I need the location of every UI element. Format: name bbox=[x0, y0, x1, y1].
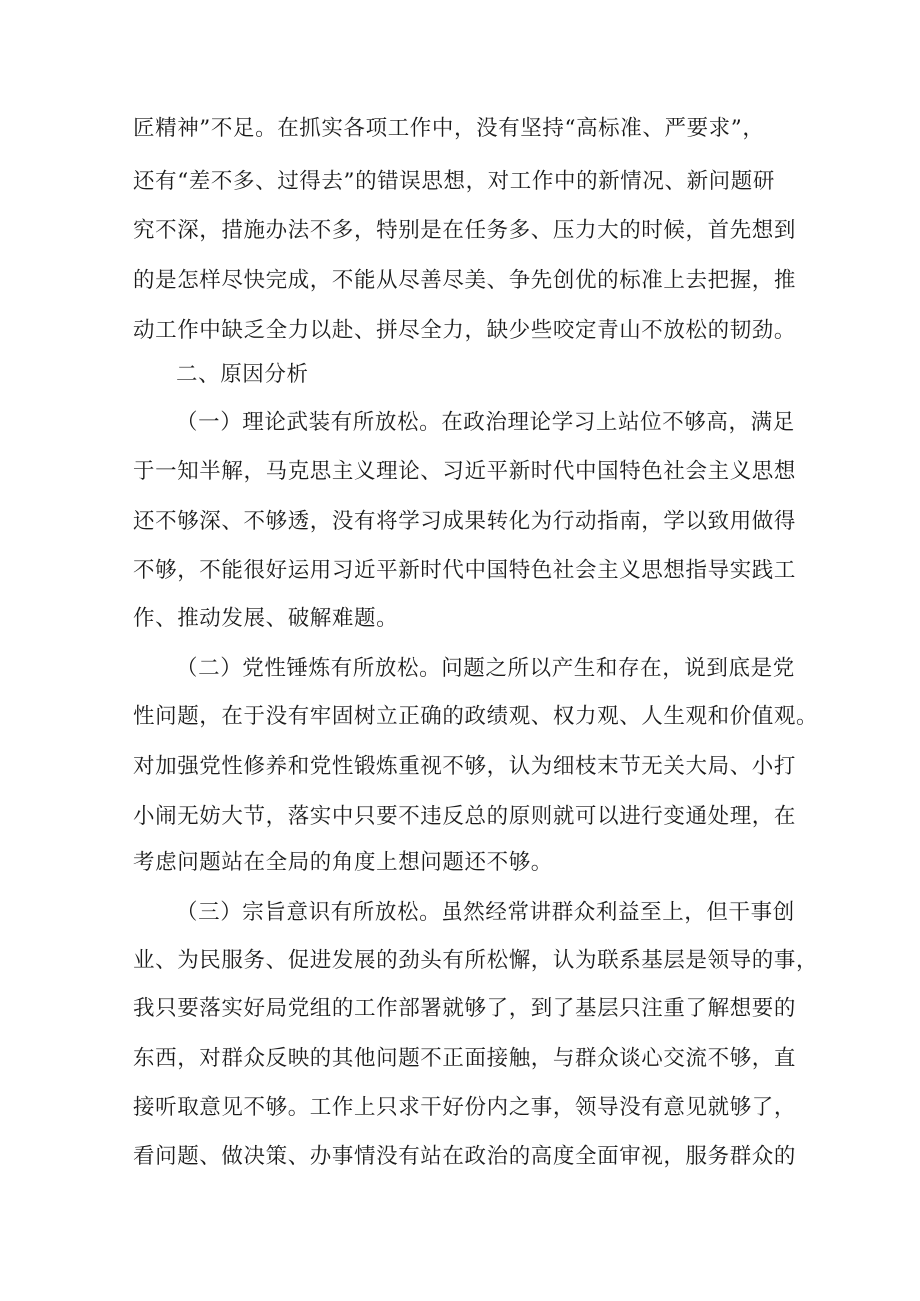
text-line: 小闹无妨大节，落实中只要不违反总的原则就可以进行变通处理，在 bbox=[133, 804, 797, 829]
text-line: 还不够深、不够透，没有将学习成果转化为行动指南，学以致用做得 bbox=[133, 509, 797, 534]
text-line: （三）宗旨意识有所放松。虽然经常讲群众利益至上，但干事创 bbox=[176, 900, 795, 925]
text-line: 业、为民服务、促进发展的劲头有所松懈，认为联系基层是领导的事， bbox=[133, 948, 819, 973]
text-line: 对加强党性修养和党性锻炼重视不够，认为细枝末节无关大局、小打 bbox=[133, 754, 797, 779]
text-line: 不够，不能很好运用习近平新时代中国特色社会主义思想指导实践工 bbox=[133, 558, 797, 583]
text-line: 我只要落实好局党组的工作部署就够了，到了基层只注重了解想要的 bbox=[133, 996, 797, 1021]
text-line: 接听取意见不够。工作上只求干好份内之事，领导没有意见就够了， bbox=[133, 1095, 797, 1120]
text-line: 还有“差不多、过得去”的错误思想，对工作中的新情况、新问题研 bbox=[133, 169, 775, 194]
text-line: 于一知半解，马克思主义理论、习近平新时代中国特色社会主义思想 bbox=[133, 459, 797, 484]
text-line: 动工作中缺乏全力以赴、拼尽全力，缺少些咬定青山不放松的韧劲。 bbox=[133, 318, 797, 343]
section-heading: 二、原因分析 bbox=[176, 362, 309, 387]
text-line: 匠精神”不足。在抓实各项工作中，没有坚持“高标准、严要求”， bbox=[133, 116, 765, 141]
text-line: 性问题，在于没有牢固树立正确的政绩观、权力观、人生观和价值观。 bbox=[133, 704, 819, 729]
text-line: 究不深，措施办法不多，特别是在任务多、压力大的时候，首先想到 bbox=[133, 218, 797, 243]
text-line: （二）党性锤炼有所放松。问题之所以产生和存在，说到底是党 bbox=[176, 656, 795, 681]
text-line: （一）理论武装有所放松。在政治理论学习上站位不够高，满足 bbox=[176, 410, 795, 435]
text-line: 东西，对群众反映的其他问题不正面接触，与群众谈心交流不够，直 bbox=[133, 1046, 797, 1071]
text-line: 看问题、做决策、办事情没有站在政治的高度全面审视，服务群众的 bbox=[133, 1144, 797, 1169]
text-line: 作、推动发展、破解难题。 bbox=[133, 606, 399, 631]
text-line: 的是怎样尽快完成，不能从尽善尽美、争先创优的标准上去把握，推 bbox=[133, 268, 797, 293]
text-line: 考虑问题站在全局的角度上想问题还不够。 bbox=[133, 850, 553, 875]
